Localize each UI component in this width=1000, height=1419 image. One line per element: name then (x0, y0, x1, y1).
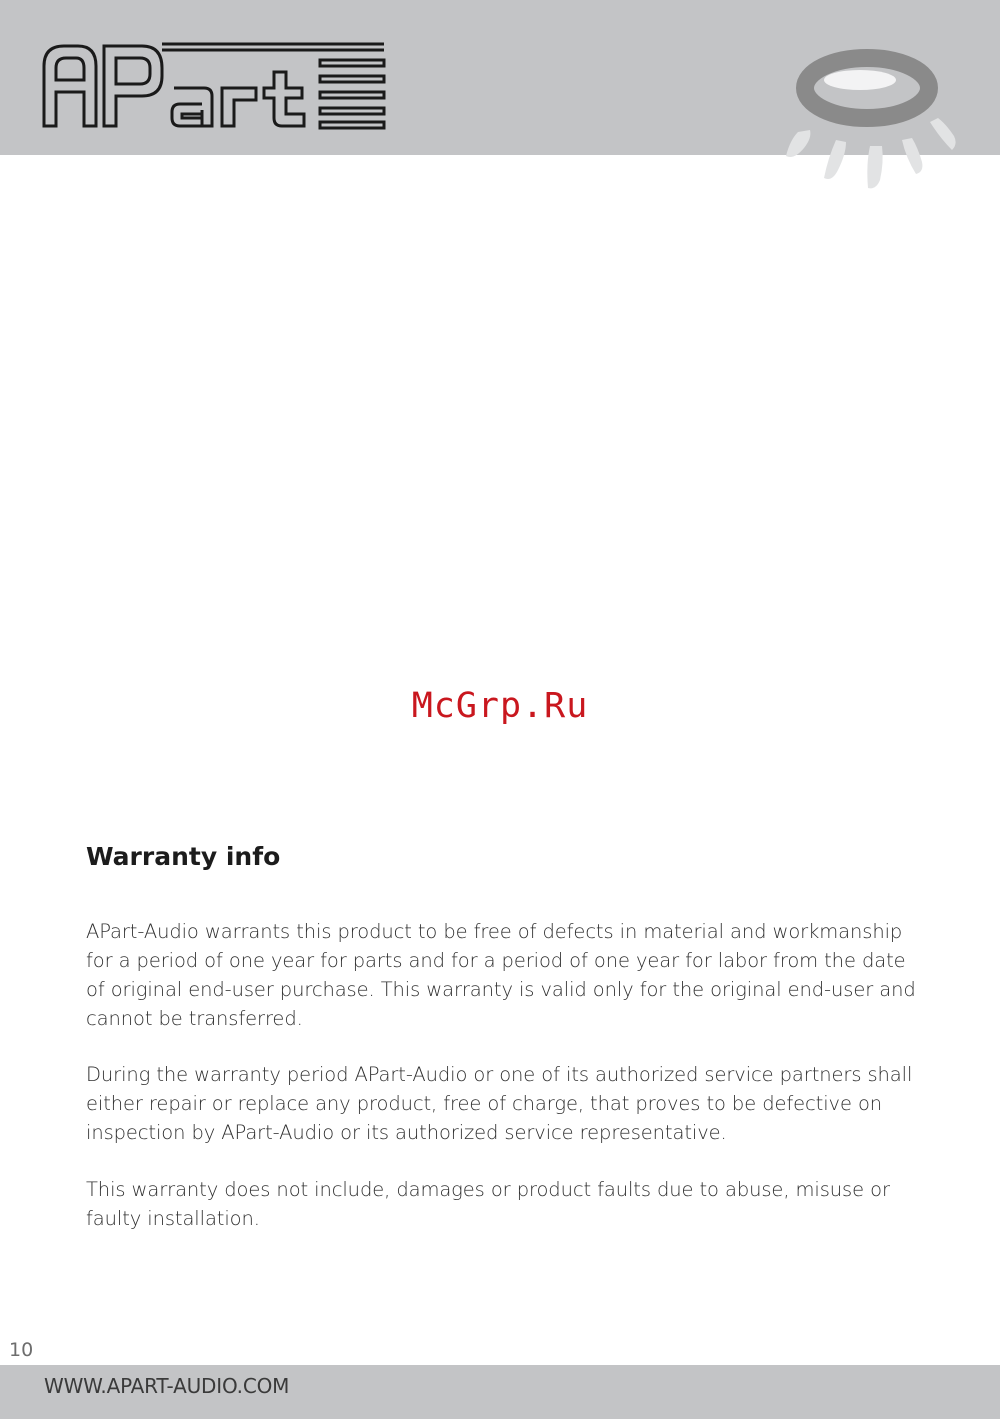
section-title: Warranty info (86, 842, 281, 871)
page-number: 10 (9, 1339, 34, 1361)
footer-url[interactable]: WWW.APART-AUDIO.COM (44, 1374, 290, 1398)
warranty-paragraph: APart-Audio warrants this product to be free of defects in material and workmanship for a period of one year for parts and for a period of one year for labor from the date of original end-user purchase. This warranty is valid only for the original end-user and cannot be transferred. (86, 920, 916, 1030)
warranty-paragraph: During the warranty period APart-Audio or one of its authorized service partners shall either repair or replace any product, free of charge, that proves to be defective on inspection by APart-Audio or its authorized service representative. (86, 1063, 913, 1144)
sun-icon (770, 40, 970, 200)
watermark: McGrp.Ru (411, 686, 589, 726)
warranty-paragraph: This warranty does not include, damages or product faults due to abuse, misuse or faulty installation. (86, 1178, 890, 1230)
apart-logo (38, 36, 390, 132)
